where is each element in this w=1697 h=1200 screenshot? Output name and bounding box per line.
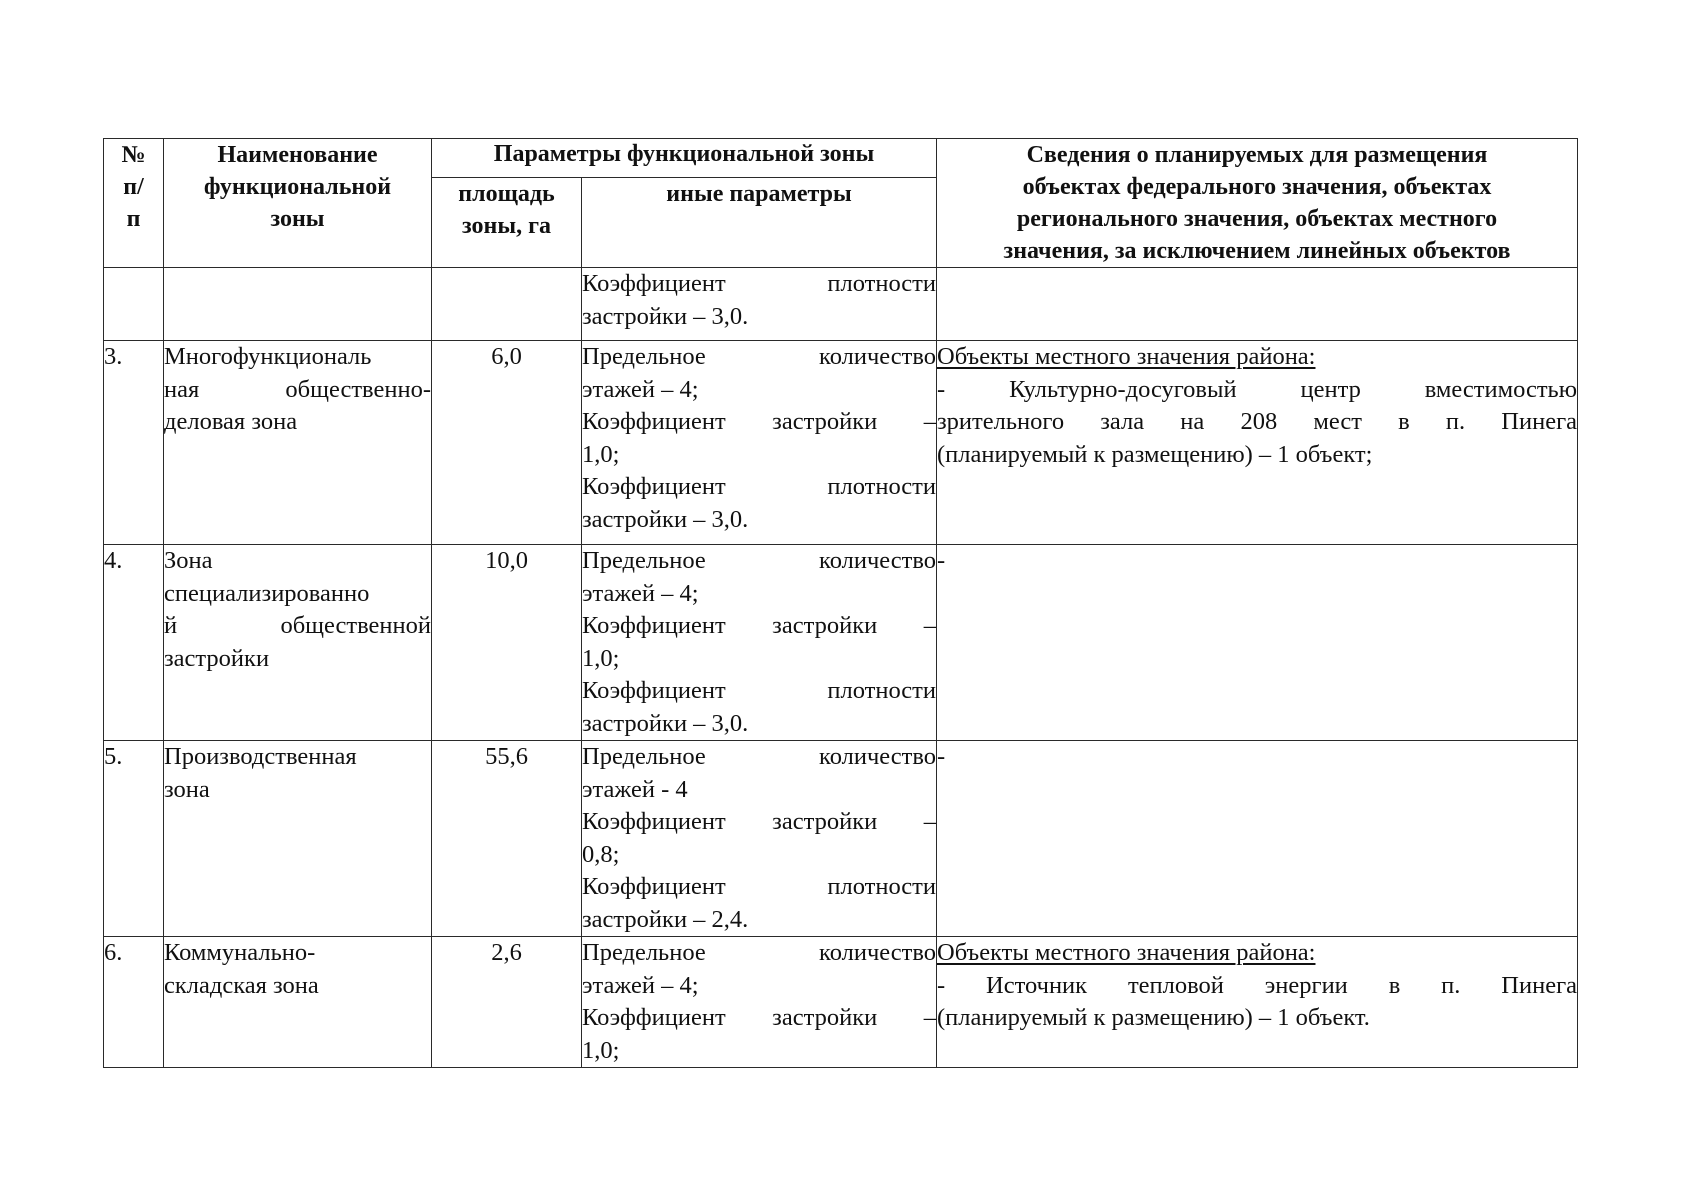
param-line: Коэффициент плотности [582, 473, 936, 500]
row-number: 5. [104, 741, 164, 937]
planned-objects [937, 545, 1578, 741]
row-number: 3. [104, 341, 164, 545]
header-number [104, 139, 164, 268]
zone-name [164, 937, 432, 1068]
header-area-line: зоны, га [462, 213, 551, 239]
header-other-params: иные параметры [582, 178, 937, 268]
planned-object-line: (планируемый к размещению) – 1 объект. [937, 1004, 1370, 1031]
zone-area: 55,6 [432, 741, 582, 937]
param-line: Коэффициент плотности [582, 677, 936, 704]
zone-name-line: специализированно [164, 579, 370, 607]
param-line: застройки – 3,0. [582, 709, 749, 737]
planned-objects [937, 341, 1578, 545]
other-params [582, 741, 937, 937]
param-line: Коэффициент плотности [582, 270, 936, 297]
planned-object-line: (планируемый к размещению) – 1 объект; [937, 440, 1373, 468]
param-line: Предельное количество [582, 939, 936, 966]
planned-object-line: - Источник тепловой энергии в п. Пинега [937, 971, 1577, 999]
param-line: застройки – 2,4. [582, 905, 749, 933]
header-area-line: площадь [458, 181, 555, 207]
param-line: этажей – 4; [582, 971, 699, 999]
header-planned-objects-line: значения, за исключением линейных объектов [1003, 238, 1511, 264]
zone-name-line: складская зона [164, 971, 319, 999]
zone-name-line: ная общественно- [164, 375, 431, 403]
zone-name-line: Зона [164, 547, 213, 574]
planned-object-line: - [937, 547, 946, 574]
param-line: этажей - 4 [582, 775, 688, 803]
header-number-line: № [121, 142, 146, 168]
param-line: 0,8; [582, 840, 620, 868]
other-params [582, 341, 937, 545]
zone-name-line: Коммунально- [164, 939, 316, 966]
header-planned-objects-line: Сведения о планируемых для размещения [1026, 142, 1488, 168]
param-line: Коэффициент застройки – [582, 408, 936, 435]
row-number: 6. [104, 937, 164, 1068]
planned-objects [937, 741, 1578, 937]
zone-name [164, 268, 432, 341]
param-line: застройки – 3,0. [582, 505, 749, 533]
planned-objects-heading: Объекты местного значения района: [937, 343, 1316, 370]
zone-name-line: застройки [164, 644, 270, 672]
planned-object-line: - [937, 743, 946, 770]
param-line: 1,0; [582, 1036, 620, 1064]
param-line: 1,0; [582, 440, 620, 468]
param-line: этажей – 4; [582, 579, 699, 607]
table-row [104, 341, 1578, 545]
row-number [104, 268, 164, 341]
header-area [432, 178, 582, 268]
header-zone-name-line: зоны [270, 206, 325, 232]
header-params-group: Параметры функциональной зоны [432, 139, 937, 178]
zone-area: 10,0 [432, 545, 582, 741]
zone-name [164, 341, 432, 545]
table-row [104, 741, 1578, 937]
zone-name-line: Многофункциональ [164, 343, 372, 370]
header-zone-name-line: Наименование [217, 142, 378, 168]
header-planned-objects-line: объектах федерального значения, объектах [1022, 174, 1492, 200]
planned-objects [937, 937, 1578, 1068]
zone-area [432, 268, 582, 341]
param-line: 1,0; [582, 644, 620, 672]
other-params [582, 268, 937, 341]
header-zone-name-line: функциональной [203, 174, 392, 200]
header-number-line: п/ [123, 174, 144, 200]
planned-object-line: - Культурно-досуговый центр вместимостью [937, 375, 1577, 403]
param-line: Предельное количество [582, 547, 936, 574]
zone-name-line: зона [164, 775, 210, 803]
header-number-line: п [126, 206, 141, 232]
other-params [582, 937, 937, 1068]
planned-object-line: зрительного зала на 208 мест в п. Пинега [937, 408, 1577, 435]
table-row [104, 545, 1578, 741]
header-zone-name [164, 139, 432, 268]
zone-area: 2,6 [432, 937, 582, 1068]
other-params [582, 545, 937, 741]
header-planned-objects [937, 139, 1578, 268]
planned-objects-heading: Объекты местного значения района: [937, 939, 1316, 966]
zone-name-line: деловая зона [164, 408, 298, 435]
param-line: Коэффициент плотности [582, 873, 936, 900]
row-number: 4. [104, 545, 164, 741]
zone-name [164, 741, 432, 937]
header-row-top [104, 139, 1578, 178]
param-line: застройки – 3,0. [582, 302, 749, 330]
zone-name-line: Производственная [164, 743, 357, 770]
functional-zones-table [103, 138, 1578, 1068]
table-row [104, 937, 1578, 1068]
zone-area: 6,0 [432, 341, 582, 545]
param-line: Коэффициент застройки – [582, 612, 936, 639]
zone-name [164, 545, 432, 741]
param-line: Коэффициент застройки – [582, 808, 936, 835]
header-planned-objects-line: регионального значения, объектах местного [1016, 206, 1498, 232]
param-line: этажей – 4; [582, 375, 699, 403]
param-line: Предельное количество [582, 743, 936, 770]
planned-objects [937, 268, 1578, 341]
table-row [104, 268, 1578, 341]
param-line: Предельное количество [582, 343, 936, 370]
param-line: Коэффициент застройки – [582, 1004, 936, 1031]
zone-name-line: й общественной [164, 612, 431, 639]
